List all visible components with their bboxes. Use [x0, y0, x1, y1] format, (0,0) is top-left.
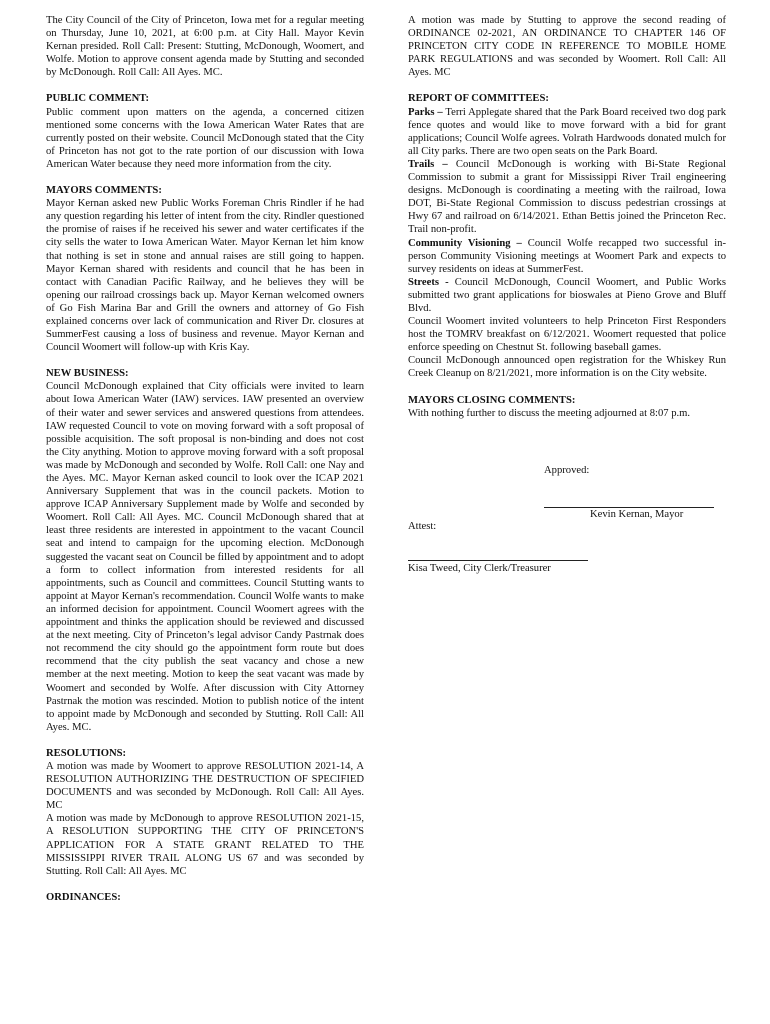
- trails-text: Council McDonough is working with Bi-State Regional Commission to submit a grant for Mississippi River Trail engineering designs. McDonough is coordinating a meeting with the railroad, Iowa DOT, Bi-State Regional Commission to discuss pedestrian crossings at Hwy 67 and railroad on 6/14/2021. Ethan Bettis joined the Princeton Rec. Trail non-profit.: [408, 158, 726, 236]
- parks-text: Terri Applegate shared that the Park Board received two dog park fence quotes and would like to move forward with a bid for grant applications; Council Wolfe agrees. Volrath Hardwoods donated mulch for all City parks. There are two open seats on the Park Board.: [408, 106, 726, 157]
- public-comment-heading: PUBLIC COMMENT:: [46, 93, 150, 105]
- parks-paragraph: [408, 106, 726, 158]
- trails-paragraph: [408, 158, 726, 237]
- intro-paragraph: The City Council of the City of Princeton, Iowa met for a regular meeting on Thursday, June 10, 2021, at 6:00 p.m. at City Hall. Mayor Kevin Kernan presided. Roll Call: Present: Stutting, McDonough, Woomert, and Wolfe. Motion to approve consent agenda made by Stutting and seconded by McDonough. Roll Call: All Ayes. MC.: [46, 15, 364, 79]
- visioning-lead: Community Visioning –: [408, 237, 522, 249]
- mayor-signature-name: Kevin Kernan, Mayor: [590, 508, 684, 520]
- tomrv-paragraph: Council Woomert invited volunteers to help Princeton First Responders host the TOMRV breakfast on 6/12/2021. Woomert requested that police enforce speeding on Chestnut St. following baseball games.: [408, 316, 726, 354]
- streets-text: Council McDonough, Council Woomert, and Public Works submitted two grant applications for bioswales at Pieno Grove and Bluff Blvd.: [408, 276, 726, 314]
- closing-paragraph: With nothing further to discuss the meeting adjourned at 8:07 p.m.: [408, 407, 691, 419]
- streets-lead: Streets -: [408, 276, 449, 288]
- signature-block: [408, 420, 726, 590]
- resolutions-heading: RESOLUTIONS:: [46, 747, 127, 759]
- mayors-comments-heading: MAYORS COMMENTS:: [46, 185, 162, 197]
- visioning-paragraph: [408, 237, 726, 276]
- resolution-2021-14-paragraph: A motion was made by Woomert to approve RESOLUTION 2021-14, A RESOLUTION AUTHORIZING THE DESTRUCTION OF SPECIFIED DOCUMENTS and was seconded by McDonough. Roll Call: All Ayes. MC: [46, 760, 364, 812]
- parks-lead: Parks –: [408, 106, 443, 118]
- clerk-signature-name: Kisa Tweed, City Clerk/Treasurer: [408, 562, 551, 574]
- ordinance-paragraph: A motion was made by Stutting to approve the second reading of ORDINANCE 02-2021, AN ORDINANCE TO CHAPTER 146 OF PRINCETON CITY CODE IN REFERENCE TO MOBILE HOME PARK REGULATIONS and was seconded by Woomert. Roll Call: All Ayes. MC: [408, 15, 726, 79]
- new-business-paragraph: Council McDonough explained that City officials were invited to learn about Iowa American Water (IAW) services. IAW presented an overview of their water and sewer services and answered questions from attendees. IAW requested Council to vote on moving forward with a soft proposal of possible acquisition. The soft proposal is non-binding and does not cost the City anything. Motion to approve moving forward with a soft proposal was made by McDonough and seconded by Wolfe. Roll Call: one Nay and the Ayes. MC. Mayor Kernan asked council to look over the ICAP 2021 Anniversary Supplement that was in the council packets. Motion to approve ICAP Anniversary Supplement made by Wolfe and seconded by Woomert. Roll Call: All Ayes. MC. Council McDonough shared that at least three residents are interested in appointment to the vacant Council seat and intend to campaign for the upcoming election. McDonough suggested the vacant seat on Council be filled by appointment and to adopt a form to collect information from interested residents for all appointments, such as Council and committees. Council Stutting wants to appoint at Mayor Kernan's recommendation. Council Wolfe wants to make an informed decision for appointment. Council Woomert agrees with the appointment and thinks the application should be reviewed and discussed at the next meeting. City of Princeton’s legal advisor Candy Pastrnak does not recommend the city should go the appointment form route but does recommend that the city publish the seat vacancy and chose a new member at the next meeting. Motion to keep the seat vacant was made by Woomert and seconded by Wolfe. After discussion with City Attorney Pastrnak the motion was rescinded. Motion to publish notice of the intent to appoint made by McDonough and seconded by Stutting. Roll Call: All Ayes. MC.: [46, 381, 364, 733]
- new-business-heading: NEW BUSINESS:: [46, 368, 129, 380]
- clerk-signature-line: [408, 560, 588, 561]
- closing-comments-heading: MAYORS CLOSING COMMENTS:: [408, 394, 576, 406]
- left-column: [46, 14, 364, 904]
- right-column: [408, 14, 726, 590]
- ordinances-heading: ORDINANCES:: [46, 891, 121, 903]
- streets-paragraph: [408, 276, 726, 315]
- attest-label: Attest:: [408, 520, 437, 532]
- visioning-text: Council Wolfe recapped two successful in-person Community Visioning meetings at Woomert Park and expects to survey residents on ideas at SummerFest.: [408, 237, 726, 275]
- committees-heading: REPORT OF COMMITTEES:: [408, 93, 549, 105]
- trails-lead: Trails –: [408, 158, 448, 170]
- cleanup-paragraph: Council McDonough announced open registration for the Whiskey Run Creek Cleanup on 8/21/2021, more information is on the City website.: [408, 355, 726, 380]
- resolution-2021-15-paragraph: A motion was made by McDonough to approve RESOLUTION 2021-15, A RESOLUTION SUPPORTING THE CITY OF PRINCETON'S APPLICATION FOR A STATE GRANT RELATED TO THE MISSISSIPPI RIVER TRAIL ALONG US 67 and was seconded by Stutting. Roll Call: All Ayes. MC: [46, 813, 364, 877]
- approved-label: Approved:: [544, 464, 590, 476]
- public-comment-paragraph: Public comment upon matters on the agenda, a concerned citizen mentioned some concerns with the Iowa American Water Rates that are currently posted on their website. Council McDonough stated that the City of Princeton has not got to the rate portion of our discussion with Iowa American Water because they need more information from the city.: [46, 106, 364, 170]
- mayors-comments-paragraph: Mayor Kernan asked new Public Works Foreman Chris Rindler if he had any question regarding his letter of intent from the city. Rindler questioned the promise of raises if he received his sewer and water certificates if the city sells the water to Iowa American Water. Mayor Kernan let him know that nothing is set in stone and annual raises are still going to happen. Mayor Kernan shared with residents and council that he has been in contact with Canadian Pacific Railway, and he believes they will be opening our railroad crossings back up. Mayor Kernan welcomed owners of Go Fish Marina Bar and Grill the owners and attorney of Go Fish explained concerns over lack of communication and River Dr. closures at SummerFest causing a loss of business and revenue. Mayor Kernan and Council Woomert will follow-up with Kris Kay.: [46, 198, 364, 354]
